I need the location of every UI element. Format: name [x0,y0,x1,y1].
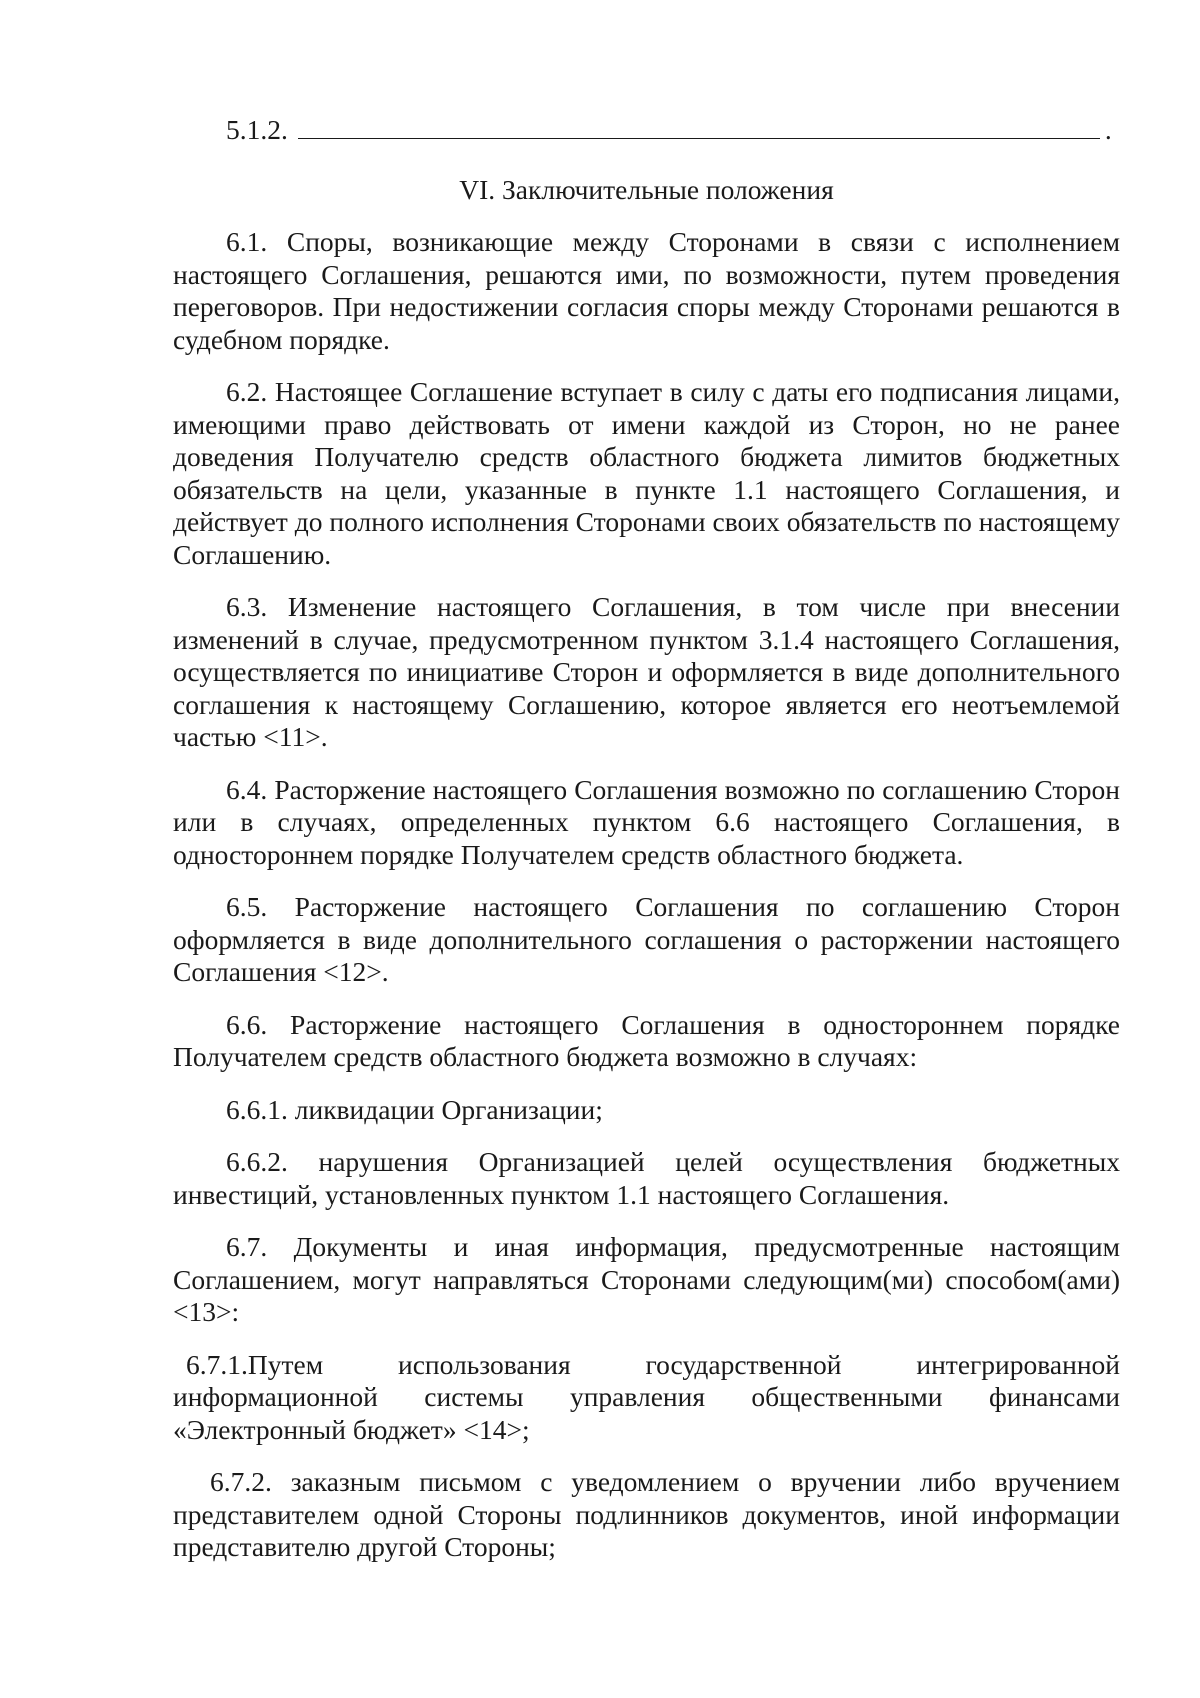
paragraph-6-7: 6.7. Документы и иная информация, предусмотренные настоящим Соглашением, могут направляться Сторонами следующим(ми) способом(ами) <13>: [173,1231,1120,1327]
paragraph-6-3: 6.3. Изменение настоящего Соглашения, в том числе при внесении изменений в случае, предусмотренном пунктом 3.1.4 настоящего Соглашения, осуществляется по инициативе Сторон и оформляется в виде дополнительного соглашения к настоящему Соглашению, которое является его неотъемлемой частью <11>. [173,591,1120,752]
paragraph-6-7-1: 6.7.1.Путем использования государственной интегрированной информационной системы управления общественными финансами «Электронный бюджет» <14>; [173,1348,1120,1445]
paragraph-6-5: 6.5. Расторжение настоящего Соглашения по соглашению Сторон оформляется в виде дополнительного соглашения о расторжении настоящего Соглашения <12>. [173,891,1120,987]
paragraph-6-2: 6.2. Настоящее Соглашение вступает в силу с даты его подписания лицами, имеющими право действовать от имени каждой из Сторон, но не ранее доведения Получателю средств областного бюджета лимитов бюджетных обязательств на цели, указанные в пункте 1.1 настоящего Соглашения, и действует до полного исполнения Сторонами своих обязательств по настоящему Соглашению. [173,376,1120,570]
section-title: VI. Заключительные положения [459,174,834,205]
clause-end-mark: . [1104,114,1112,145]
paragraph-6-4: 6.4. Расторжение настоящего Соглашения возможно по соглашению Сторон или в случаях, определенных пунктом 6.6 настоящего Соглашения, в одностороннем порядке Получателем средств областного бюджета. [173,773,1120,870]
paragraph-6-7-2: 6.7.2. заказным письмом с уведомлением о вручении либо вручением представителем одной Стороны подлинников документов, иной информации представителю другой Стороны; [173,1466,1120,1562]
paragraph-6-1: 6.1. Споры, возникающие между Сторонами в связи с исполнением настоящего Соглашения, решаются ими, по возможности, путем проведения переговоров. При недостижении согласия споры между Сторонами решаются в судебном порядке. [173,226,1120,355]
clause-5-1-2 [226,112,1120,144]
paragraph-6-6-1: 6.6.1. ликвидации Организации; [226,1093,603,1125]
paragraph-6-6-2: 6.6.2. нарушения Организацией целей осуществления бюджетных инвестиций, установленных пунктом 1.1 настоящего Соглашения. [173,1146,1120,1210]
paragraph-6-6: 6.6. Расторжение настоящего Соглашения в одностороннем порядке Получателем средств областного бюджета возможно в случаях: [173,1008,1120,1072]
document-page [173,112,1120,1564]
clause-number: 5.1.2. [226,114,288,145]
fill-in-blank-line [298,112,1100,139]
